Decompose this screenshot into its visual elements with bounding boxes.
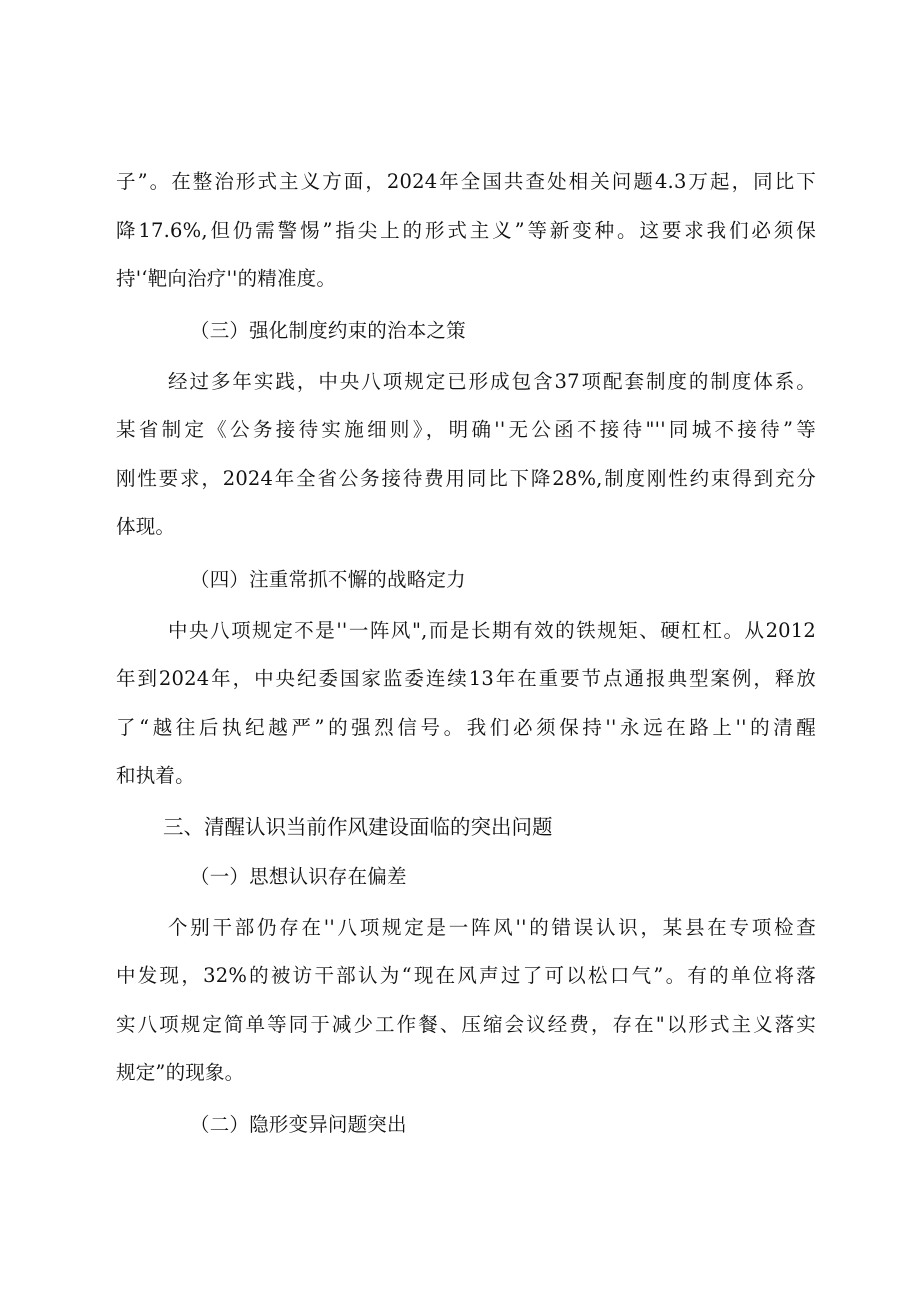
- subheading: （一）思想认识存在偏差: [190, 865, 407, 888]
- paragraph-line: 降17.6%,但仍需警惕”指尖上的形式主义”等新变种。这要求我们必须保: [116, 219, 816, 242]
- paragraph-line: 经过多年实践，中央八项规定已形成包含37项配套制度的制度体系。: [168, 370, 816, 393]
- paragraph-line: 规定”的现象。: [116, 1061, 245, 1084]
- paragraph-line: 刚性要求，2024年全省公务接待费用同比下降28%,制度刚性约束得到充分: [116, 467, 816, 490]
- paragraph-line: 中发现，32%的被访干部认为“现在风声过了可以松口气”。有的单位将落: [116, 964, 816, 987]
- section-heading: 三、清醒认识当前作风建设面临的突出问题: [163, 815, 553, 839]
- paragraph-line: 体现。: [116, 515, 176, 538]
- paragraph-line: 持'‘靶向治疗''的精准度。: [116, 267, 337, 290]
- paragraph-line: 某省制定《公务接待实施细则》，明确''无公函不接待"''同城不接待”等: [116, 418, 816, 441]
- paragraph-line: 年到2024年，中央纪委国家监委连续13年在重要节点通报典型案例，释放: [116, 667, 816, 690]
- subheading: （四）注重常抓不懈的战略定力: [190, 568, 466, 591]
- subheading: （二）隐形变异问题突出: [190, 1113, 407, 1136]
- subheading: （三）强化制度约束的治本之策: [190, 319, 466, 342]
- paragraph-line: 实八项规定简单等同于减少工作餐、压缩会议经费，存在"以形式主义落实: [116, 1013, 816, 1036]
- paragraph-line: 个别干部仍存在''八项规定是一阵风''的错误认识，某县在专项检查: [168, 916, 816, 939]
- paragraph-line: 中央八项规定不是''一阵风",而是长期有效的铁规矩、硬杠杠。从2012: [168, 619, 816, 642]
- paragraph-line: 了“越往后执纪越严”的强烈信号。我们必须保持''永远在路上''的清醒: [116, 716, 816, 739]
- paragraph-line: 和执着。: [116, 764, 195, 787]
- paragraph-line: 子”。在整治形式主义方面，2024年全国共查处相关问题4.3万起，同比下: [116, 170, 816, 193]
